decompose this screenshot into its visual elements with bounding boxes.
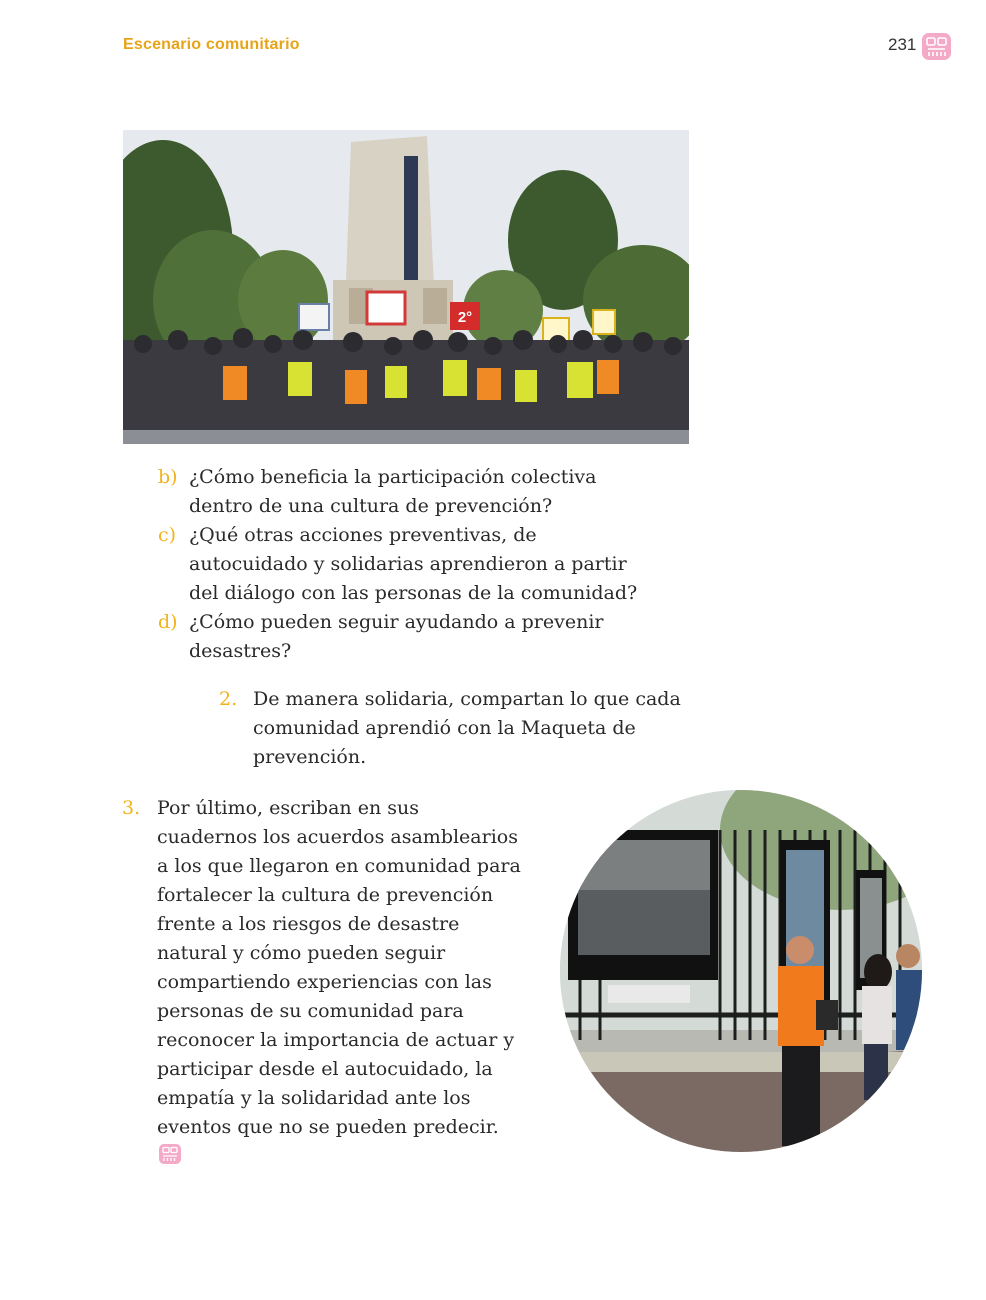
- drill-crowd-photo: [123, 130, 689, 444]
- step-3: [122, 794, 522, 1171]
- question-letter: d): [158, 611, 178, 633]
- step-number: 3.: [122, 797, 141, 819]
- community-glyph-icon: [922, 33, 951, 60]
- question-text: ¿Qué otras acciones preventivas, de autocuidado y solidarias aprendieron a partir del diálogo con las personas de la comunidad?: [189, 524, 638, 604]
- question-text: ¿Cómo beneficia la participación colectiva dentro de una cultura de prevención?: [189, 466, 597, 517]
- step-2: [219, 685, 719, 772]
- step-text: De manera solidaria, compartan lo que cada comunidad aprendió con la Maqueta de prevención.: [253, 688, 681, 768]
- question-letter: b): [158, 466, 178, 488]
- question-item-d: [158, 608, 698, 666]
- step-number: 2.: [219, 688, 238, 710]
- page-number: 231: [888, 35, 917, 54]
- community-glyph-icon: [159, 1144, 181, 1164]
- sign-label: 2°: [457, 309, 473, 326]
- section-title: Escenario comunitario: [123, 36, 300, 53]
- question-list: [158, 463, 698, 666]
- question-item-b: [158, 463, 698, 521]
- step-text: Por último, escriban en sus cuadernos los acuerdos asamblearios a los que llegaron en comunidad para fortalecer la cultura de prevención frente a los riesgos de desastre natural y cómo pueden seguir compartiendo experiencias con las personas de su comunidad para reconocer la importancia de actuar y participar desde el autocuidado, la empatía y la solidaridad ante los eventos que no se pueden predecir.: [157, 797, 521, 1138]
- question-letter: c): [158, 524, 177, 546]
- photo-exhibit-image: [560, 790, 922, 1152]
- question-text: ¿Cómo pueden seguir ayudando a prevenir desastres?: [189, 611, 604, 662]
- question-item-c: [158, 521, 698, 608]
